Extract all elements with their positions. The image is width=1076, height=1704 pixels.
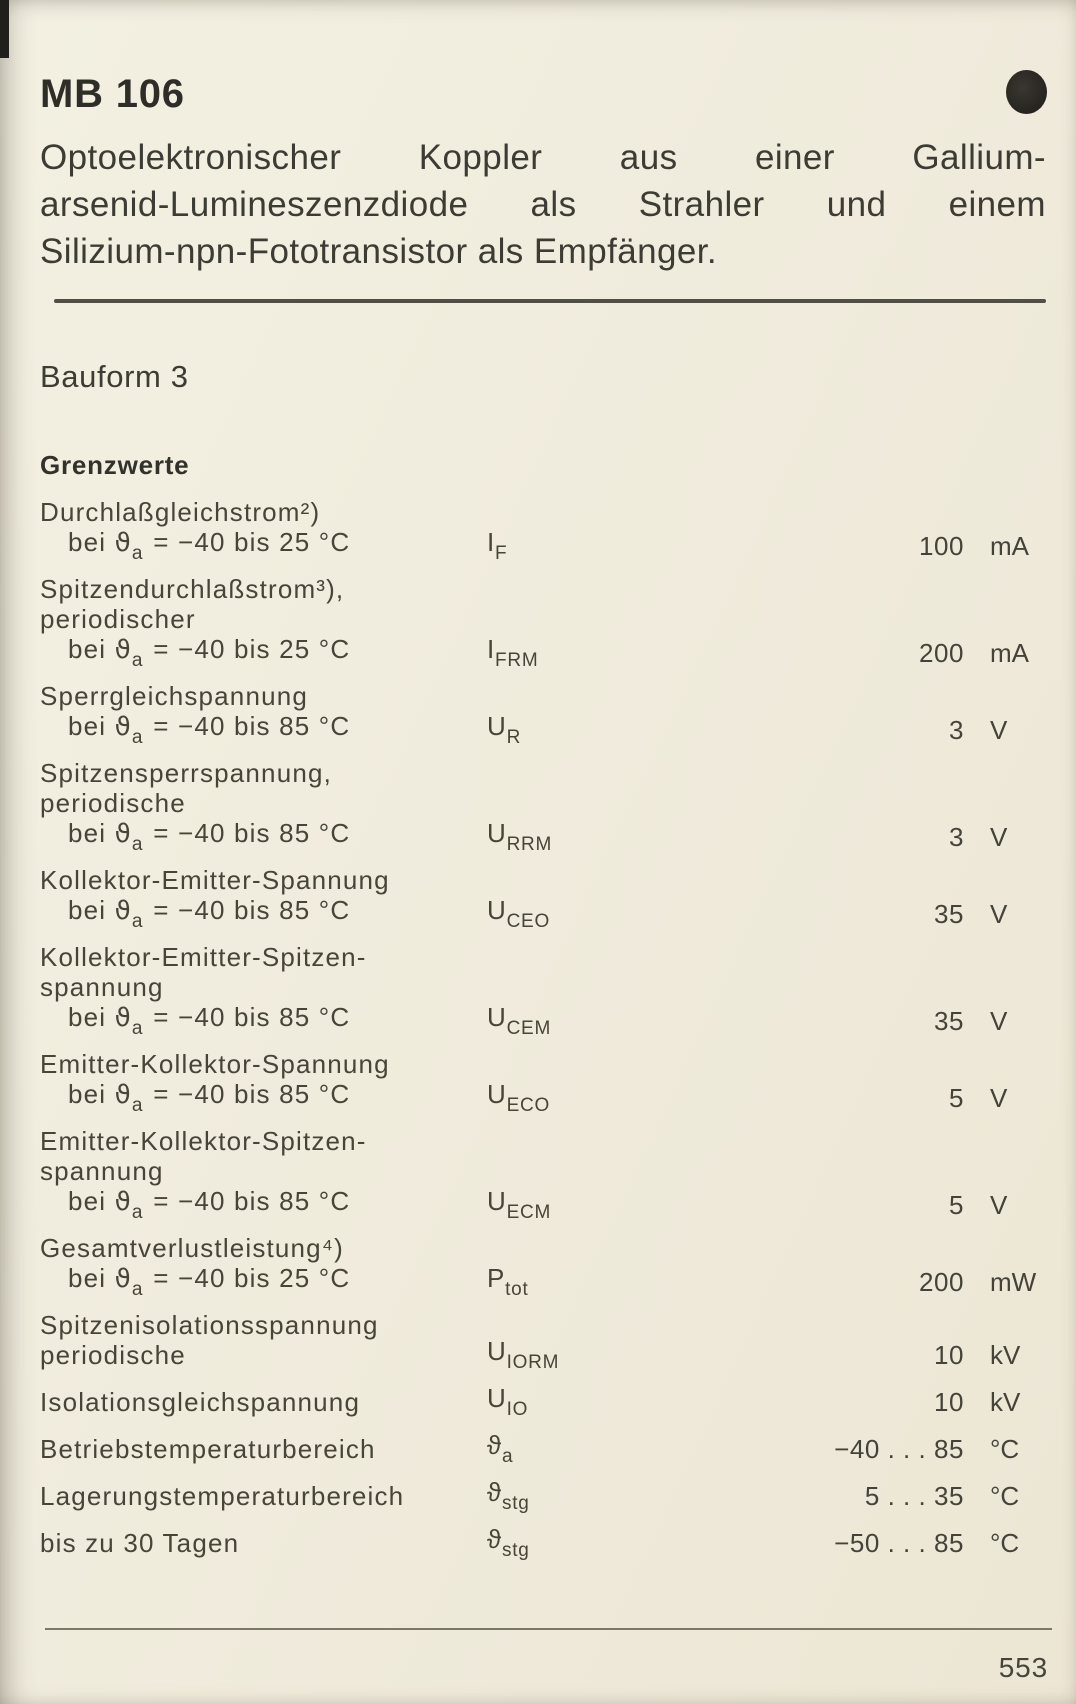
symbol-subscript: F [495, 543, 508, 564]
description-line: arsenid-Lumineszenzdiode als Strahler und einem [40, 185, 1046, 224]
symbol-subscript: IO [506, 1399, 529, 1420]
condition-range: = −40 bis 25 °C [153, 1263, 351, 1293]
spec-row [40, 1126, 1046, 1223]
symbol-base: U [487, 818, 507, 848]
spec-label-line: Isolationsgleichspannung [40, 1387, 361, 1417]
symbol-base: ϑ [487, 1477, 502, 1507]
description-line: Silizium-npn-Fototransistor als Empfänger. [40, 232, 718, 271]
spec-row [40, 497, 1046, 564]
theta-symbol: ϑ [114, 896, 132, 926]
spec-label [40, 497, 487, 564]
spec-value: 3 [949, 822, 964, 852]
spec-value: −40 . . . 85 [834, 1434, 964, 1464]
symbol-base: I [487, 634, 496, 664]
footer-divider [45, 1628, 1052, 1630]
symbol-subscript: ECO [506, 1095, 551, 1116]
theta-symbol: ϑ [114, 1264, 132, 1294]
spec-unit: °C [990, 1481, 1020, 1511]
spec-condition [40, 527, 487, 564]
condition-prefix: bei [68, 1186, 115, 1216]
symbol-subscript: CEM [506, 1018, 552, 1039]
spec-label [40, 865, 487, 932]
spec-symbol [487, 1186, 735, 1223]
page-number: 553 [998, 1652, 1048, 1683]
spec-condition [40, 634, 487, 671]
condition-prefix: bei [68, 711, 115, 741]
spec-label [40, 1126, 487, 1223]
spec-label-line: periodische [40, 1340, 186, 1370]
spec-value: 35 [934, 899, 964, 929]
spec-unit: V [990, 1083, 1008, 1113]
registration-dot-icon [1006, 70, 1047, 114]
spec-unit: °C [990, 1434, 1020, 1464]
spec-symbol [487, 1430, 735, 1467]
spec-label [40, 1528, 487, 1558]
spec-label-line: Sperrgleichspannung [40, 681, 308, 711]
spec-symbol [487, 1263, 735, 1300]
condition-prefix: bei [68, 1002, 115, 1032]
spec-label-line: Emitter-Kollektor-Spannung [40, 1049, 390, 1079]
spec-label [40, 1481, 487, 1511]
condition-prefix: bei [68, 634, 115, 664]
condition-range: = −40 bis 85 °C [153, 818, 351, 848]
spec-value: 5 . . . 35 [864, 1481, 964, 1511]
condition-range: = −40 bis 85 °C [153, 1186, 351, 1216]
spec-condition [40, 1186, 487, 1223]
spec-condition [40, 818, 487, 855]
spec-row [40, 1383, 1046, 1420]
condition-range: = −40 bis 25 °C [153, 527, 351, 557]
symbol-base: U [487, 711, 507, 741]
spec-label-line: periodische [40, 788, 186, 818]
symbol-base: U [487, 1336, 507, 1366]
spec-label [40, 1434, 487, 1464]
device-description [40, 134, 1046, 275]
condition-range: = −40 bis 85 °C [153, 895, 351, 925]
theta-subscript: a [131, 1095, 144, 1116]
spec-unit: V [990, 822, 1008, 852]
condition-range: = −40 bis 85 °C [153, 1079, 351, 1109]
spec-unit: V [990, 715, 1008, 745]
spec-unit: kV [990, 1387, 1021, 1417]
theta-symbol: ϑ [114, 528, 132, 558]
condition-prefix: bei [68, 1263, 115, 1293]
symbol-base: U [487, 895, 507, 925]
spec-symbol [487, 895, 735, 932]
bauform-label: Bauform 3 [40, 359, 189, 394]
spec-value: 100 [919, 531, 964, 561]
symbol-base: U [487, 1383, 507, 1413]
symbol-subscript: RRM [506, 834, 553, 855]
page-title: MB 106 [40, 72, 185, 116]
condition-prefix: bei [68, 1079, 115, 1109]
symbol-subscript: CEO [506, 911, 551, 932]
spec-symbol [487, 1383, 735, 1420]
spec-table [40, 497, 1046, 1561]
theta-symbol: ϑ [114, 635, 132, 665]
spec-condition [40, 1263, 487, 1300]
spec-value: 35 [934, 1006, 964, 1036]
spec-value: 3 [949, 715, 964, 745]
spec-row [40, 1477, 1046, 1514]
spec-label-line: Durchlaßgleichstrom²) [40, 497, 321, 527]
spec-value: 10 [934, 1387, 964, 1417]
symbol-base: U [487, 1079, 507, 1109]
spec-row [40, 1310, 1046, 1373]
spec-label-line: Kollektor-Emitter-Spitzen- [40, 942, 367, 972]
theta-subscript: a [131, 1279, 144, 1300]
spec-label [40, 1049, 487, 1116]
spec-symbol [487, 711, 735, 748]
symbol-subscript: a [502, 1446, 514, 1467]
spec-unit: mA [990, 638, 1029, 668]
spec-condition [40, 895, 487, 932]
spec-symbol [487, 1336, 735, 1373]
spec-unit: V [990, 1006, 1008, 1036]
theta-subscript: a [131, 1202, 144, 1223]
spec-label [40, 574, 487, 671]
spec-symbol [487, 1079, 735, 1116]
symbol-base: P [487, 1263, 506, 1293]
spec-label-line: spannung [40, 972, 164, 1002]
spec-unit: V [990, 899, 1008, 929]
scan-edge-mark [0, 0, 9, 58]
spec-row [40, 942, 1046, 1039]
spec-value: 200 [919, 638, 964, 668]
spec-symbol [487, 1524, 735, 1561]
theta-symbol: ϑ [114, 1080, 132, 1110]
spec-label [40, 1233, 487, 1300]
spec-row [40, 865, 1046, 932]
spec-row [40, 681, 1046, 748]
spec-label [40, 681, 487, 748]
description-line: Optoelektronischer Koppler aus einer Gallium- [40, 138, 1046, 177]
spec-symbol [487, 527, 735, 564]
spec-value: 5 [949, 1190, 964, 1220]
spec-label-line: Betriebstemperaturbereich [40, 1434, 376, 1464]
symbol-subscript: stg [502, 1493, 530, 1514]
section-title: Grenzwerte [40, 450, 190, 480]
spec-label-line: Kollektor-Emitter-Spannung [40, 865, 390, 895]
spec-label-line: Spitzendurchlaßstrom³), [40, 574, 345, 604]
spec-row [40, 1049, 1046, 1116]
symbol-subscript: stg [502, 1540, 530, 1561]
spec-row [40, 758, 1046, 855]
spec-condition [40, 711, 487, 748]
spec-label-line: bis zu 30 Tagen [40, 1528, 240, 1558]
spec-condition [40, 1079, 487, 1116]
spec-label-line: Spitzenisolationsspannung [40, 1310, 379, 1340]
symbol-base: I [487, 527, 496, 557]
spec-symbol [487, 1002, 735, 1039]
spec-unit: mW [990, 1267, 1037, 1297]
spec-label [40, 942, 487, 1039]
symbol-base: U [487, 1002, 507, 1032]
spec-row [40, 574, 1046, 671]
spec-unit: kV [990, 1340, 1021, 1370]
spec-unit: V [990, 1190, 1008, 1220]
spec-label-line: spannung [40, 1156, 164, 1186]
condition-range: = −40 bis 85 °C [153, 711, 351, 741]
theta-subscript: a [131, 834, 144, 855]
spec-label [40, 1310, 487, 1370]
spec-row [40, 1524, 1046, 1561]
theta-symbol: ϑ [114, 712, 132, 742]
spec-unit: °C [990, 1528, 1020, 1558]
theta-subscript: a [131, 543, 144, 564]
symbol-subscript: tot [505, 1279, 529, 1300]
condition-range: = −40 bis 85 °C [153, 1002, 351, 1032]
spec-label-line: Gesamtverlustleistung⁴) [40, 1233, 344, 1263]
symbol-base: U [487, 1186, 507, 1216]
spec-label-line: Lagerungstemperaturbereich [40, 1481, 405, 1511]
spec-label [40, 1387, 487, 1417]
symbol-base: ϑ [487, 1524, 502, 1554]
spec-label [40, 758, 487, 855]
header-divider [54, 299, 1046, 303]
theta-subscript: a [131, 727, 144, 748]
symbol-subscript: R [506, 727, 522, 748]
theta-subscript: a [131, 1018, 144, 1039]
spec-row [40, 1233, 1046, 1300]
symbol-subscript: IORM [506, 1352, 560, 1373]
theta-subscript: a [131, 911, 144, 932]
spec-condition [40, 1002, 487, 1039]
condition-prefix: bei [68, 818, 115, 848]
spec-value: 200 [919, 1267, 964, 1297]
condition-prefix: bei [68, 895, 115, 925]
condition-prefix: bei [68, 527, 115, 557]
spec-label-line: periodischer [40, 604, 196, 634]
symbol-subscript: ECM [506, 1202, 552, 1223]
symbol-subscript: FRM [495, 650, 539, 671]
symbol-base: ϑ [487, 1430, 502, 1460]
spec-value: 10 [934, 1340, 964, 1370]
spec-value: 5 [949, 1083, 964, 1113]
theta-symbol: ϑ [114, 1187, 132, 1217]
theta-symbol: ϑ [114, 819, 132, 849]
spec-unit: mA [990, 531, 1029, 561]
spec-label-line: Emitter-Kollektor-Spitzen- [40, 1126, 367, 1156]
spec-value: −50 . . . 85 [834, 1528, 964, 1558]
spec-row [40, 1430, 1046, 1467]
spec-symbol [487, 634, 735, 671]
spec-symbol [487, 1477, 735, 1514]
theta-symbol: ϑ [114, 1003, 132, 1033]
spec-symbol [487, 818, 735, 855]
spec-label-line: Spitzensperrspannung, [40, 758, 332, 788]
theta-subscript: a [131, 650, 144, 671]
condition-range: = −40 bis 25 °C [153, 634, 351, 664]
